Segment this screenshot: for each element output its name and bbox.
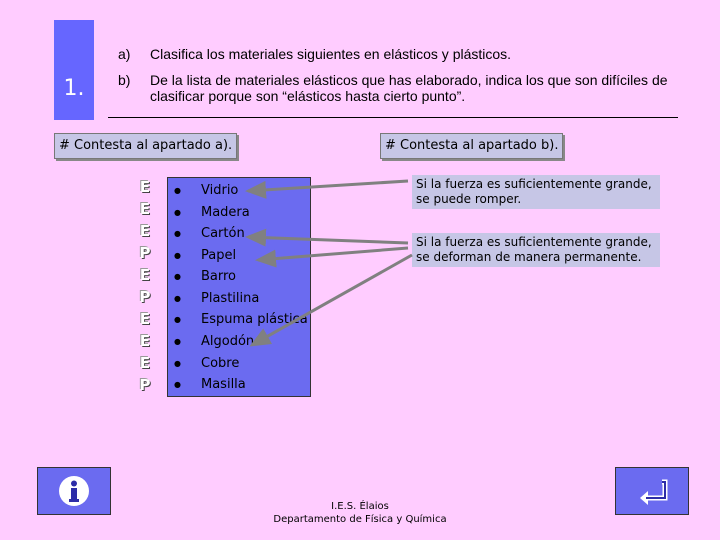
answer-box-1: Si la fuerza es suficientemente grande, se puede romper. <box>412 175 660 209</box>
mark-8[interactable]: E <box>139 332 151 350</box>
material-label: Espuma plástica <box>201 312 308 327</box>
arrow-1 <box>248 181 408 191</box>
material-label: Papel <box>201 248 237 263</box>
material-label: Barro <box>201 269 237 284</box>
header-part-a: # Contesta al apartado a). <box>54 133 237 159</box>
mark-7[interactable]: E <box>139 310 151 328</box>
materials-list: ● Vidrio ● Madera ● Cartón ● Papel ● Barro ● Plastilina ● Espuma plástica ● Algodón ● Cobre ● Masilla <box>167 177 311 397</box>
return-arrow-icon <box>632 474 672 508</box>
info-button[interactable] <box>37 467 111 515</box>
mark-2[interactable]: E <box>139 200 151 218</box>
arrow-4 <box>252 255 412 345</box>
mark-4[interactable]: P <box>139 244 151 262</box>
header-part-b: # Contesta al apartado b). <box>380 133 563 159</box>
question-number: 1. <box>63 76 85 101</box>
mark-1[interactable]: E <box>139 178 151 196</box>
footer-department: Departamento de Física y Química <box>273 514 447 525</box>
part-a-letter: a) <box>118 46 131 62</box>
material-label: Cartón <box>201 226 245 241</box>
footer-school: I.E.S. Élaios <box>331 501 389 512</box>
mark-10[interactable]: P <box>139 376 151 394</box>
footer <box>250 500 470 526</box>
info-icon <box>57 474 91 508</box>
mark-3[interactable]: E <box>139 222 151 240</box>
part-b-text: De la lista de materiales elásticos que has elaborado, indica los que son difíciles de clasificar porque son “elásticos hasta cierto punto”. <box>150 72 668 104</box>
answer-box-2: Si la fuerza es suficientemente grande, se deforman de manera permanente. <box>412 233 660 267</box>
part-a-text: Clasifica los materiales siguientes en elásticos y plásticos. <box>150 46 512 62</box>
mark-5[interactable]: E <box>139 266 151 284</box>
mark-6[interactable]: P <box>139 288 151 306</box>
mark-9[interactable]: E <box>139 354 151 372</box>
part-b-letter: b) <box>118 72 131 88</box>
arrow-3 <box>258 248 408 260</box>
material-label: Vidrio <box>201 183 239 198</box>
material-label: Algodón <box>201 334 255 349</box>
material-label: Madera <box>201 205 250 220</box>
material-label: Masilla <box>201 377 246 392</box>
material-label: Cobre <box>201 356 240 371</box>
arrow-2 <box>248 237 408 243</box>
return-button[interactable] <box>615 467 689 515</box>
material-label: Plastilina <box>201 291 260 306</box>
